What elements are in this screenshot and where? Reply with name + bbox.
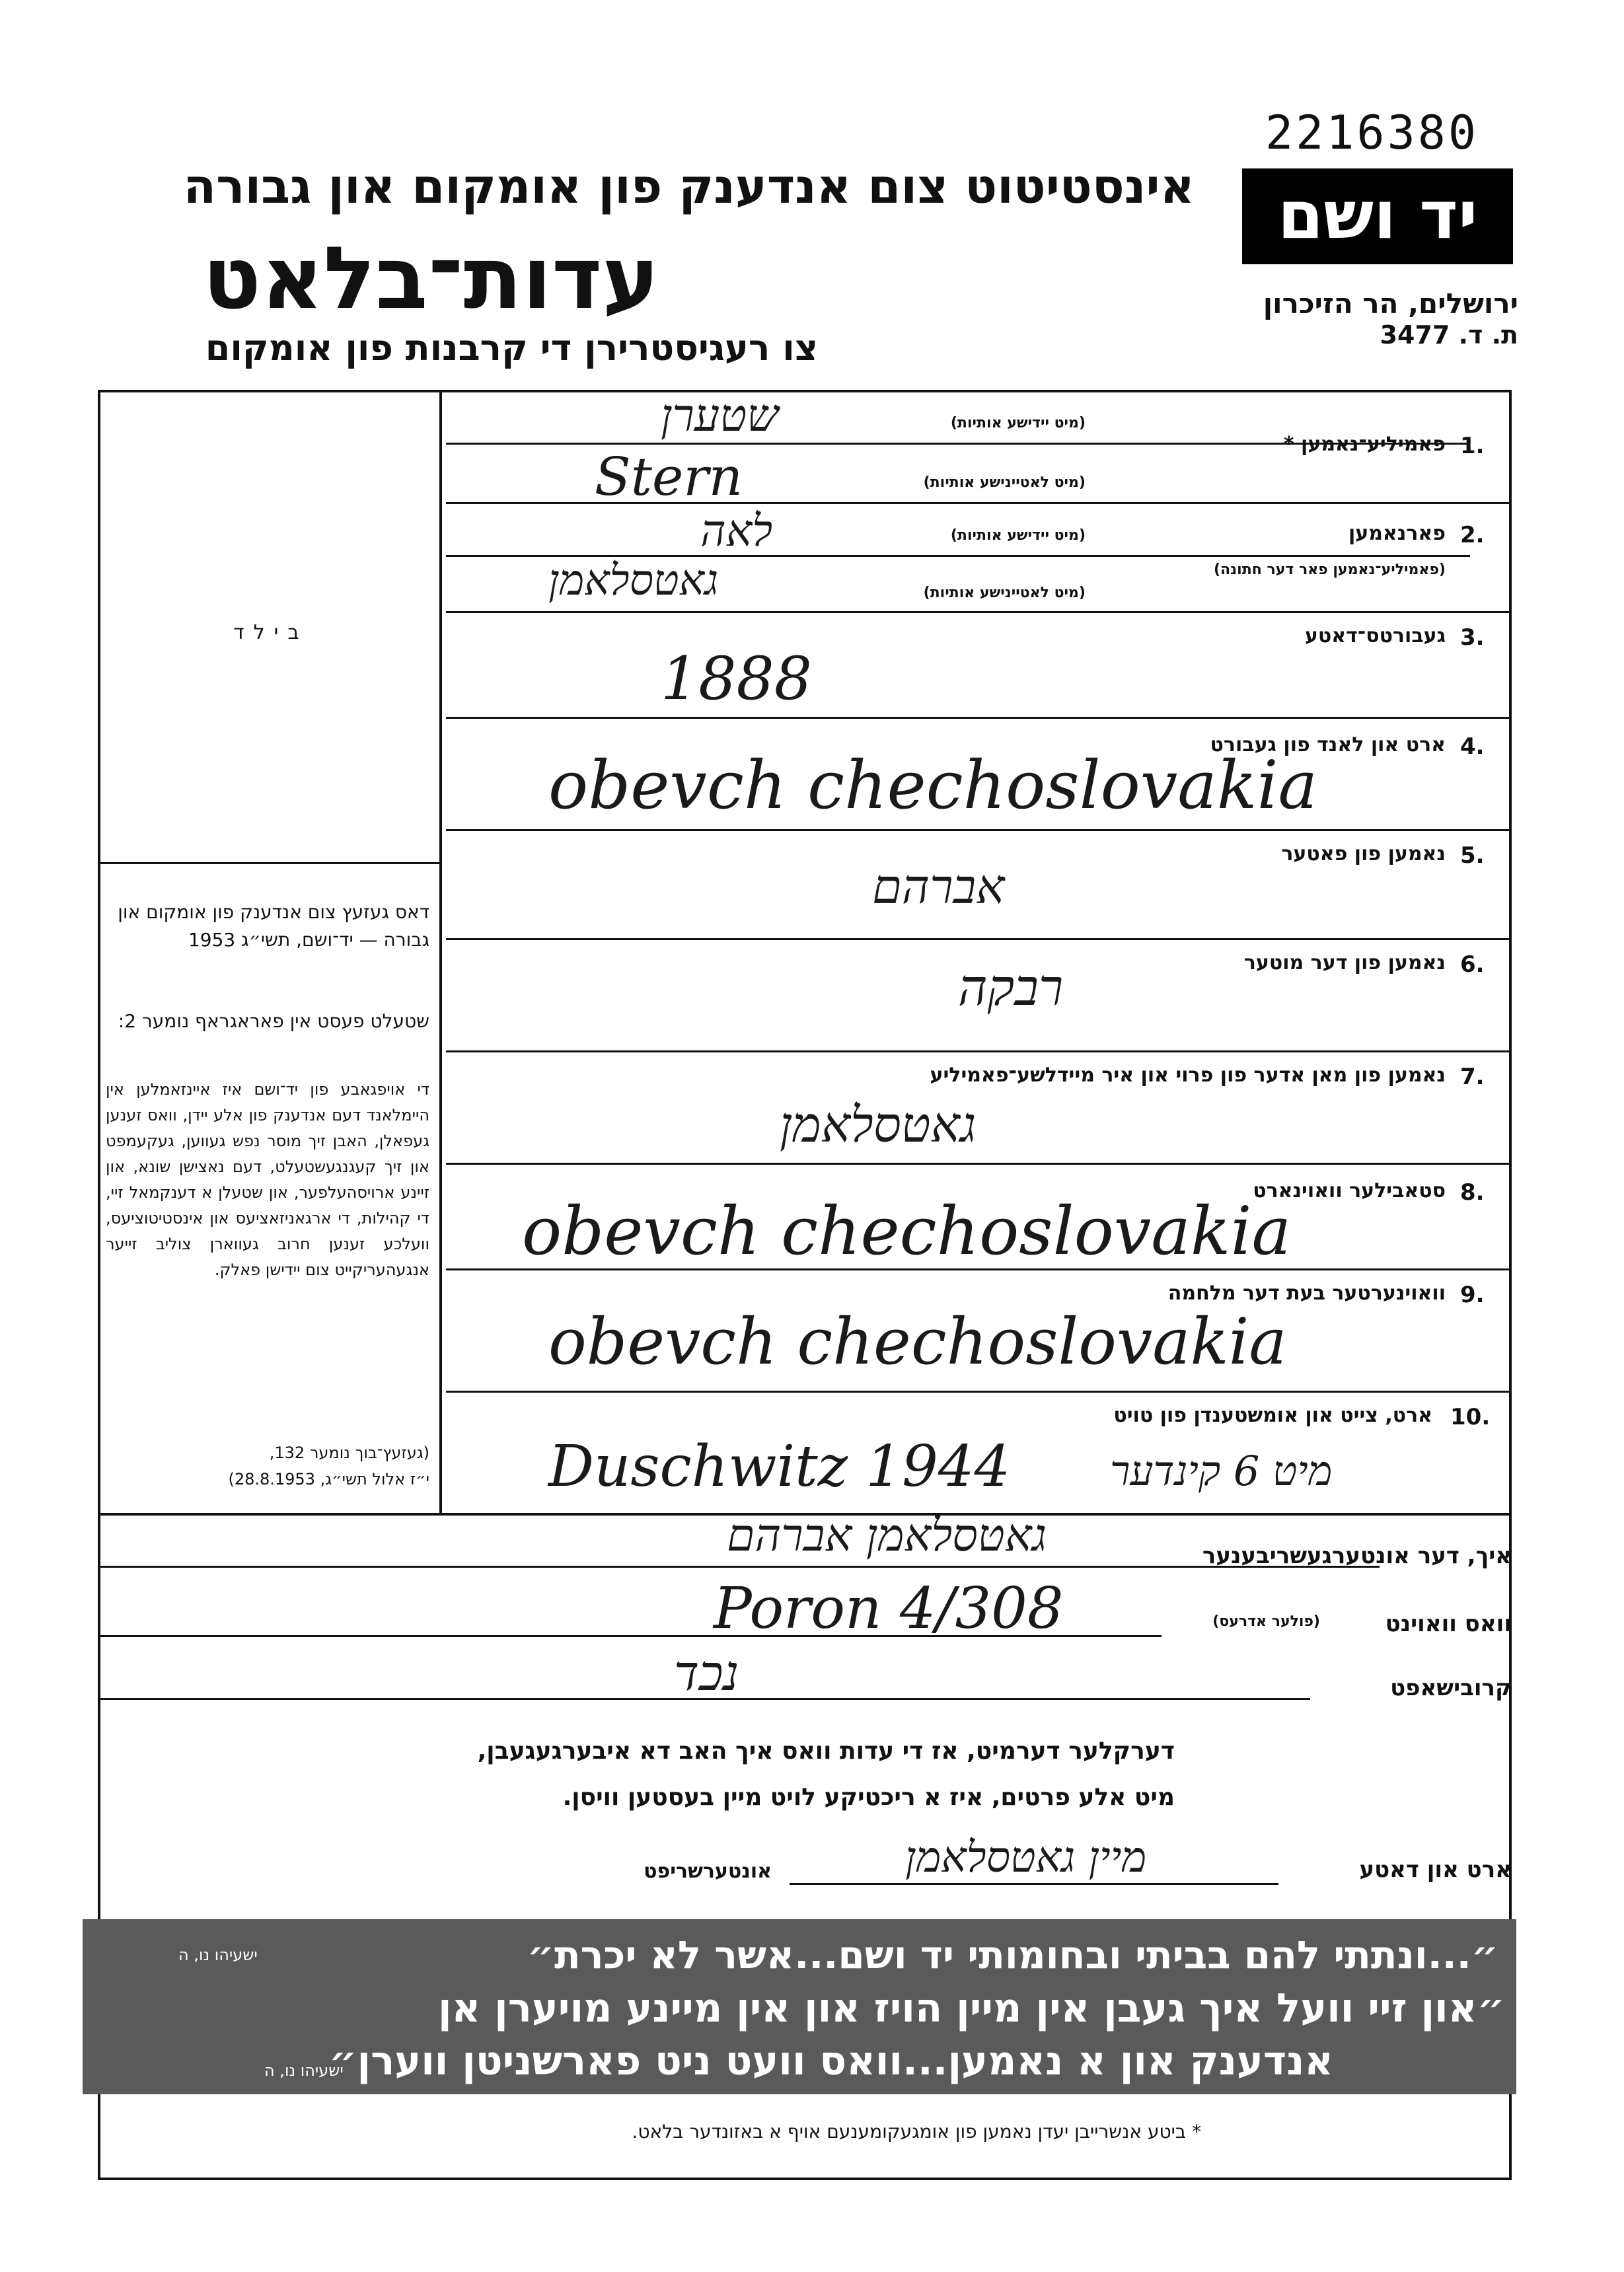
birth-date-input[interactable]: 1888	[661, 644, 813, 714]
field-10-number: 10.	[1450, 1404, 1491, 1430]
field-4-number: 4.	[1460, 733, 1485, 760]
permanent-residence-input[interactable]: obevch chechoslovakia	[522, 1192, 1292, 1270]
place-date-label: ארט און דאטע	[1359, 1856, 1512, 1883]
declaration-line-2: מיט אלע פרטים, איז א ריכטיקע לויט מיין בעסטען וויסן.	[562, 1784, 1175, 1811]
address-line-2: ת. ד. 3477	[1380, 320, 1518, 349]
first-name-latin-input[interactable]: גאטסלאמן	[548, 556, 719, 605]
field-2-hint-yiddish: (מיט יידישע אותיות)	[950, 527, 1086, 544]
institute-title: אינסטיטוט צום אנדענק פון אומקום און גבורה	[183, 159, 1195, 214]
banner-line-1: ״...ונתתי להם בביתי ובחומותי יד ושם...אשר לא יכרת״	[527, 1932, 1498, 1977]
address-line-1: ירושלים, הר הזיכרון	[1263, 287, 1518, 320]
yad-vashem-logo	[1242, 168, 1513, 264]
signer-label: איך, דער אונטערגעשריבענער	[1202, 1543, 1512, 1569]
field-1-hint-yiddish: (מיט יידישע אותיות)	[950, 415, 1086, 431]
surname-latin-input[interactable]: Stern	[595, 446, 743, 507]
page-subtitle: צו רעגיסטרירן די קרבנות פון אומקום	[205, 327, 818, 369]
field-1-label: פאמיליע־נאמען *	[1283, 433, 1446, 456]
law-text: דאס געזעץ צום אנדענק פון אומקום און גבורה — יד־ושם, תשי״ג 1953	[118, 901, 429, 951]
field-6-label: נאמען פון דער מוטער	[1243, 951, 1446, 974]
field-8-number: 8.	[1460, 1179, 1485, 1206]
field-2-hint-latin: (מיט לאטיינישע אותיות)	[923, 585, 1086, 601]
field-5-label: נאמען פון פאטער	[1281, 842, 1446, 865]
field-9-number: 9.	[1460, 1282, 1485, 1308]
page-title: עדות־בלאט	[202, 228, 659, 328]
banner-ref-1: ישעיהו נו, ה	[178, 1946, 258, 1964]
law-reference-1: (געזעץ־בוך נומער 132,	[269, 1444, 429, 1462]
field-9-label: וואוינערטער בעת דער מלחמה	[1167, 1282, 1446, 1305]
wartime-residence-input[interactable]: obevch chechoslovakia	[548, 1305, 1287, 1379]
field-5-number: 5.	[1460, 842, 1485, 869]
paragraph-text: שטעלט פעסט אין פאראגראף נומער 2:	[118, 1010, 429, 1032]
place-date-input[interactable]: מיין גאטסלאמן	[905, 1833, 1147, 1882]
death-place-time-input[interactable]: Duschwitz 1944	[548, 1434, 1011, 1500]
field-3-label: געבורטס־דאטע	[1304, 624, 1446, 647]
banner-ref-3: ישעיהו נו, ה	[264, 2061, 344, 2080]
field-10-label: ארט, צייט און אומשטענדן פון טויט	[1113, 1404, 1432, 1427]
declaration-line-1: דערקלער דערמיט, אז די עדות וואס איך האב דא איבערגעגעבן,	[477, 1738, 1175, 1765]
signature-label: אונטערשריפט	[644, 1860, 772, 1883]
field-4-label: ארט און לאנד פון געבורט	[1210, 733, 1446, 756]
banner-line-2: ״און זיי וועל איך געבן אין מיין הויז און אין מיינע מויערן אן	[437, 1985, 1505, 2032]
signer-name-input[interactable]: גאטסלאמן אברהם	[727, 1510, 1047, 1562]
field-2-number: 2.	[1460, 522, 1485, 548]
surname-yiddish-input[interactable]: שטערן	[661, 390, 779, 442]
form-number: 2216380	[1265, 106, 1479, 160]
field-7-label: נאמען פון מאן אדער פון פרוי און איר מיידלשע־פאמיליע	[930, 1064, 1446, 1087]
first-name-yiddish-input[interactable]: לאה	[700, 505, 773, 556]
address-hint: (פולער אדרעס)	[1212, 1613, 1320, 1630]
field-1-number: 1.	[1460, 433, 1485, 459]
field-8-label: סטאבילער וואוינארט	[1253, 1179, 1446, 1202]
birthplace-input[interactable]: obevch chechoslovakia	[548, 747, 1318, 824]
footnote: * ביטע אנשרייבן יעדן נאמען פון אומגעקומענעם אויף א באזונדער בלאט.	[632, 2121, 1201, 2143]
field-6-number: 6.	[1460, 951, 1485, 978]
death-circumstances-input[interactable]: מיט 6 קינדער	[1110, 1447, 1333, 1495]
field-2-maiden-hint: (פאמיליע־נאמען פאר דער חתונה)	[1214, 562, 1446, 578]
banner-line-3: אנדענק און א נאמען...וואס וועט ניט פארשניטן ווערן״	[328, 2038, 1333, 2084]
field-7-number: 7.	[1460, 1064, 1485, 1090]
law-reference-2: י״ז אלול תשי״ג, 28.8.1953)	[228, 1470, 429, 1488]
spouse-name-input[interactable]: גאטסלאמן	[780, 1097, 977, 1154]
father-name-input[interactable]: אברהם	[872, 859, 1005, 914]
relation-input[interactable]: נכד	[674, 1645, 739, 1702]
address-label: וואס וואוינט	[1385, 1611, 1512, 1637]
relation-label: קרובישאפט	[1390, 1675, 1512, 1701]
address-input[interactable]: Poron 4/308	[714, 1576, 1064, 1642]
field-3-number: 3.	[1460, 624, 1485, 651]
field-1-hint-latin: (מיט לאטיינישע אותיות)	[923, 474, 1086, 491]
logo-text: יד ושם	[1277, 176, 1478, 254]
law-quote: די אויפגאבע פון יד־ושם איז איינזאמלען אין היימלאנד דעם אנדענק פון אלע יידן, וואס זענען געפאלן, האבן זיך מוסר נפש געווען, געקעמפט און זיך קעגנגעשטעלט, דעם נאצישן שונא, און זיינע ארויסהעלפער, און שטעלן א דענקמאל זיי, די קהילות, די ארגאניזאציעס און אינסטיטוציעס, וועלכע זענען חרוב געווארן צוליב זייער אנגעהעריקייט צום יידישן פאלק.	[106, 1080, 429, 1279]
field-2-label: פארנאמען	[1348, 522, 1446, 545]
mother-name-input[interactable]: רבקה	[958, 958, 1064, 1017]
photo-label: בילד	[233, 621, 309, 644]
